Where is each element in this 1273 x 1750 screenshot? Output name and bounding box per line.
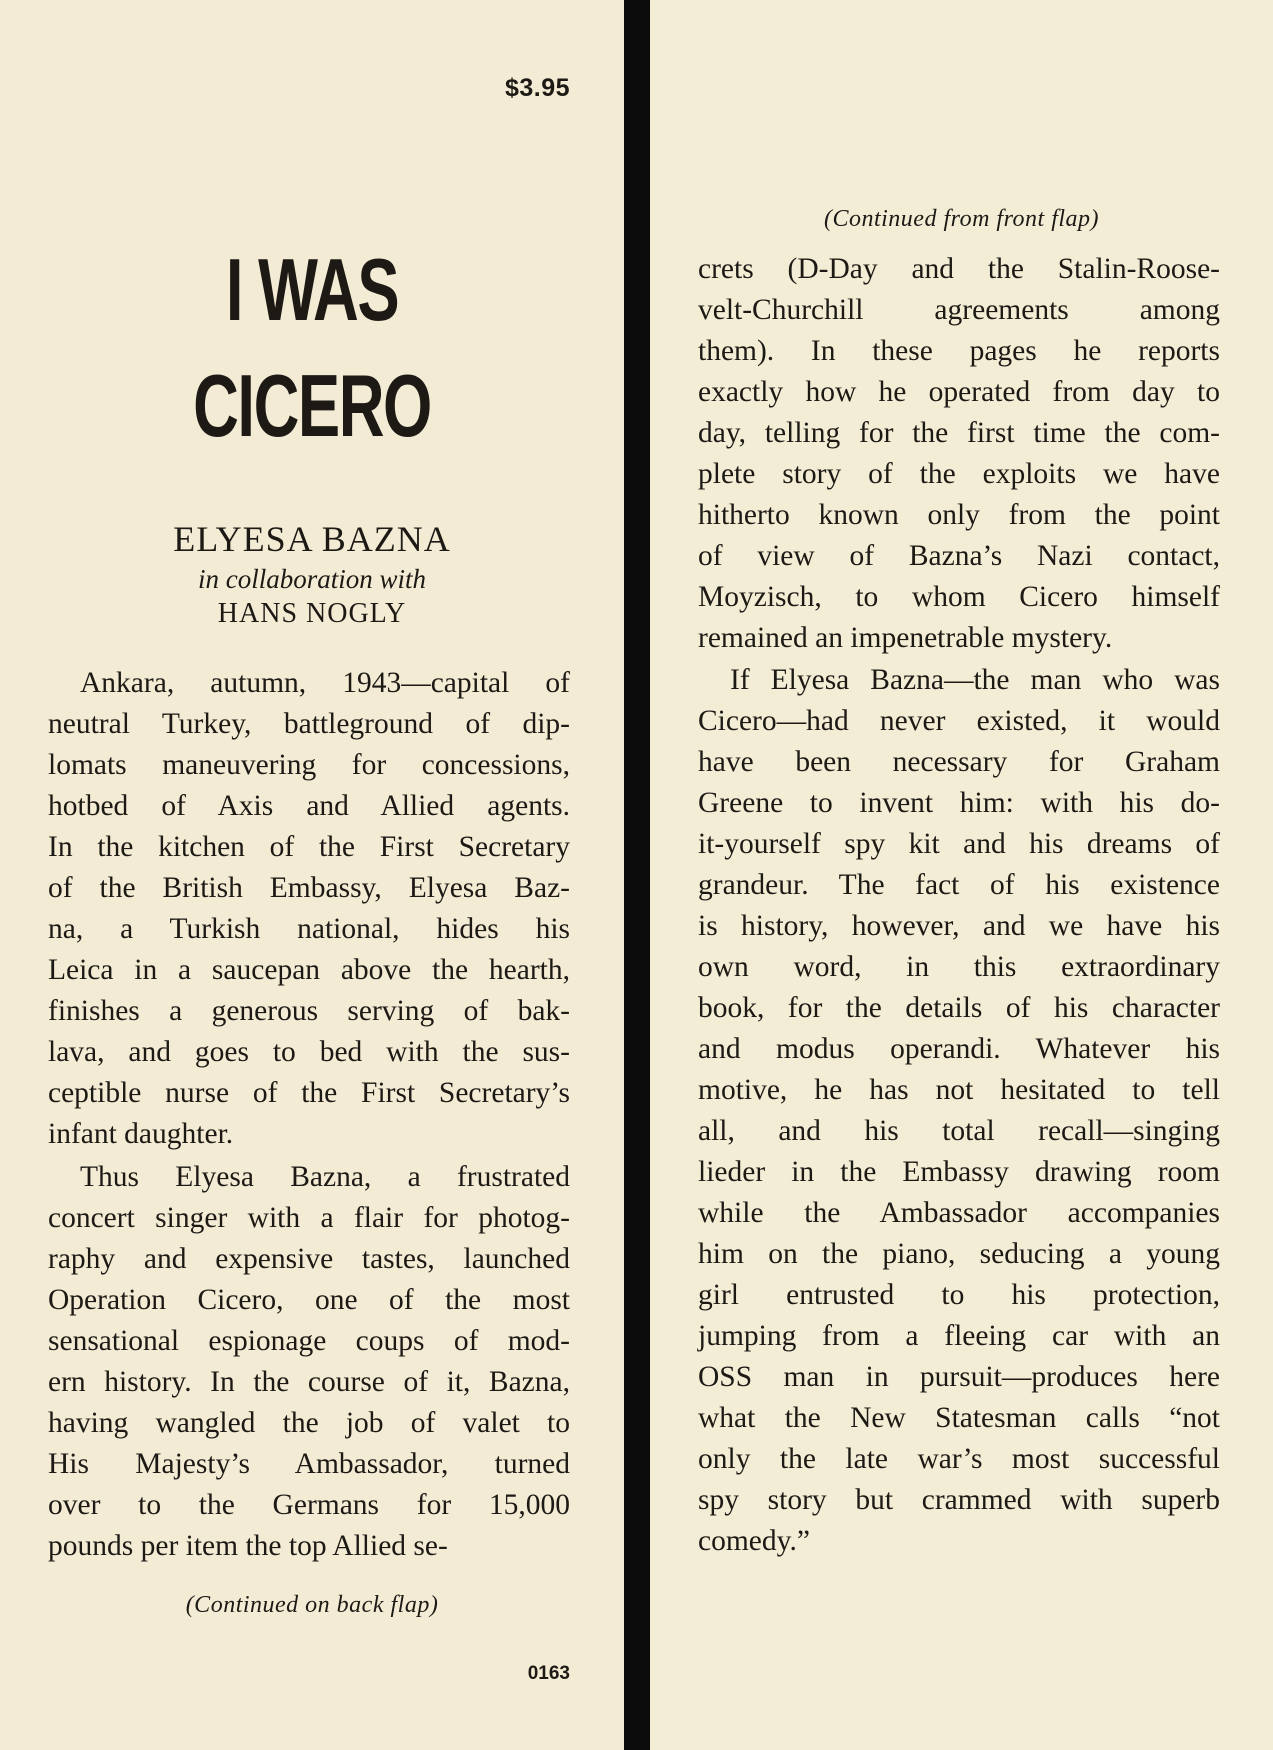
text-line: Thus Elyesa Bazna, a frustrated: [80, 1161, 570, 1193]
text-line: day, telling for the first time the com-: [698, 417, 1220, 449]
text-line: velt-Churchill agreements among: [698, 294, 1220, 326]
text-line: what the New Statesman calls “not: [698, 1402, 1220, 1434]
text-line: own word, in this extraordinary: [698, 951, 1220, 983]
coauthor-name: HANS NOGLY: [217, 598, 407, 629]
text-line: His Majesty’s Ambassador, turned: [48, 1448, 570, 1480]
catalog-code: 0163: [527, 1663, 570, 1684]
continued-on-back-note: (Continued on back flap): [185, 1592, 439, 1618]
text-line: finishes a generous serving of bak-: [48, 995, 570, 1027]
text-line: Moyzisch, to whom Cicero himself: [698, 581, 1220, 613]
text-line: Ankara, autumn, 1943—capital of: [80, 667, 570, 699]
text-line: of the British Embassy, Elyesa Baz-: [48, 872, 570, 904]
collaboration-note: in collaboration with: [197, 564, 426, 594]
price-label: $3.95: [504, 74, 570, 102]
text-line: lieder in the Embassy drawing room: [698, 1156, 1220, 1188]
text-line: plete story of the exploits we have: [698, 458, 1220, 490]
text-line: na, a Turkish national, hides his: [48, 913, 570, 945]
text-line: and modus operandi. Whatever his: [698, 1033, 1220, 1065]
text-line: all, and his total recall—singing: [698, 1115, 1220, 1147]
front-paragraph-1: [48, 663, 570, 1155]
text-line: ceptible nurse of the First Secretary’s: [48, 1077, 570, 1109]
text-line: is history, however, and we have his: [698, 910, 1220, 942]
text-line: while the Ambassador accompanies: [698, 1197, 1220, 1229]
text-line: neutral Turkey, battleground of dip-: [48, 708, 570, 740]
text-line: Operation Cicero, one of the most: [48, 1284, 570, 1316]
continued-from-front-note: (Continued from front flap): [823, 206, 1100, 232]
text-line: sensational espionage coups of mod-: [48, 1325, 570, 1357]
text-line: OSS man in pursuit—produces here: [698, 1361, 1220, 1393]
text-line: exactly how he operated from day to: [698, 376, 1220, 408]
text-line: raphy and expensive tastes, launched: [48, 1243, 570, 1275]
front-paragraph-2: [48, 1157, 570, 1567]
spine-divider: [624, 0, 650, 1750]
text-line: over to the Germans for 15,000: [48, 1489, 570, 1521]
text-line: motive, he has not hesitated to tell: [698, 1074, 1220, 1106]
text-line: it-yourself spy kit and his dreams of: [698, 828, 1220, 860]
text-line: him on the piano, seducing a young: [698, 1238, 1220, 1270]
back-paragraph-1: [698, 249, 1220, 659]
text-line: hotbed of Axis and Allied agents.: [48, 790, 570, 822]
text-line: remained an impenetrable mystery.: [698, 622, 1113, 654]
text-line: having wangled the job of valet to: [48, 1407, 570, 1439]
text-line: Cicero—had never existed, it would: [698, 705, 1220, 737]
text-line: If Elyesa Bazna—the man who was: [730, 664, 1220, 696]
text-line: grandeur. The fact of his existence: [698, 869, 1220, 901]
text-line: pounds per item the top Allied se-: [48, 1530, 448, 1562]
text-line: have been necessary for Graham: [698, 746, 1220, 778]
text-line: lava, and goes to bed with the sus-: [48, 1036, 570, 1068]
back-paragraph-2: [698, 660, 1220, 1562]
book-title-line2: CICERO: [193, 356, 431, 455]
text-line: Greene to invent him: with his do-: [698, 787, 1220, 819]
author-name: ELYESA BAZNA: [173, 519, 451, 559]
text-line: book, for the details of his character: [698, 992, 1220, 1024]
text-line: of view of Bazna’s Nazi contact,: [698, 540, 1220, 572]
text-line: Leica in a saucepan above the hearth,: [48, 954, 570, 986]
text-line: spy story but crammed with superb: [698, 1484, 1220, 1516]
text-line: crets (D-Day and the Stalin-Roose-: [698, 253, 1220, 285]
text-line: only the late war’s most successful: [698, 1443, 1220, 1475]
text-line: lomats maneuvering for concessions,: [48, 749, 570, 781]
text-line: girl entrusted to his protection,: [698, 1279, 1220, 1311]
text-line: them). In these pages he reports: [698, 335, 1220, 367]
text-line: ern history. In the course of it, Bazna,: [48, 1366, 570, 1398]
book-title-line1: I WAS: [225, 240, 399, 339]
text-line: comedy.”: [698, 1525, 810, 1557]
text-line: In the kitchen of the First Secretary: [48, 831, 570, 863]
text-line: concert singer with a flair for photog-: [48, 1202, 570, 1234]
text-line: infant daughter.: [48, 1118, 234, 1150]
text-line: hitherto known only from the point: [698, 499, 1220, 531]
text-line: jumping from a fleeing car with an: [698, 1320, 1220, 1352]
